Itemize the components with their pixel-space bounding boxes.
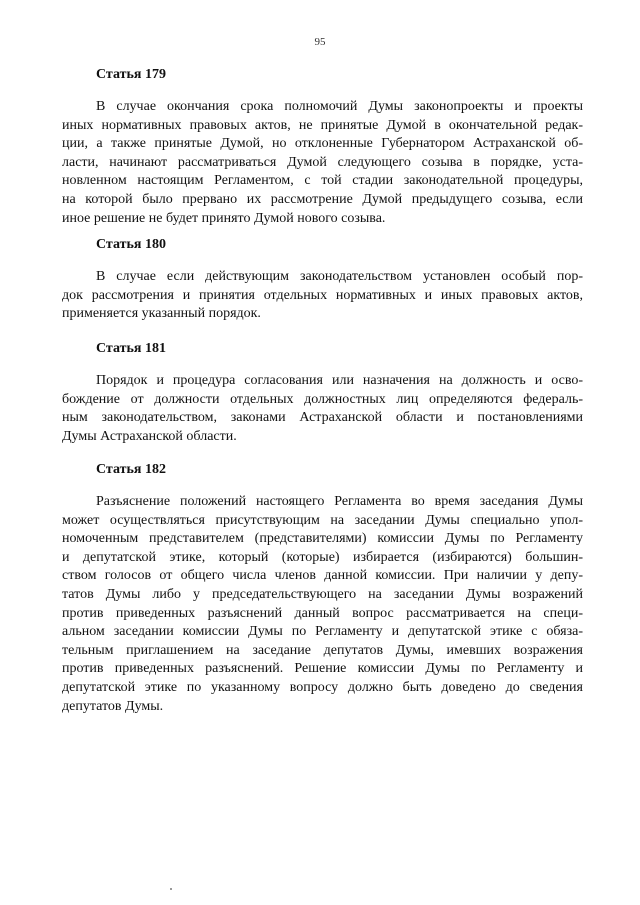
text-line: ции, а также принятые Думой, но отклоненные Губернатором Астраханской об- — [62, 136, 583, 152]
text-line: и депутатской этике, который (которые) избирается (избираются) большин- — [62, 549, 583, 565]
text-line: ством голосов от общего числа членов данной комиссии. При наличии у депу- — [62, 568, 583, 584]
text-line: В случае окончания срока полномочий Думы законопроекты и проекты — [96, 99, 583, 114]
text-line: новленном настоящим Регламентом, с той стадии законодательной процедуры, — [62, 173, 583, 189]
text-line: Порядок и процедура согласования или назначения на должность и осво- — [96, 373, 583, 388]
text-line: Разъяснение положений настоящего Регламента во время заседания Думы — [96, 494, 583, 509]
page-number: 95 — [314, 36, 326, 48]
article-179 — [62, 66, 583, 228]
article-heading: Статья 182 — [96, 462, 166, 477]
text-line: В случае если действующим законодательством установлен особый пор- — [96, 269, 583, 284]
text-line: ласти, начинают рассматриваться Думой следующего созыва в порядке, уста- — [62, 154, 583, 170]
article-text — [62, 372, 583, 446]
text-line: депутатов Думы. — [62, 698, 164, 714]
text-line: Думы Астраханской области. — [62, 428, 237, 444]
article-text — [62, 98, 583, 228]
text-line: против приведенных разъяснений. Решение комиссии Думы по Регламенту и — [62, 661, 583, 677]
text-line: ным законодательством, законами Астраханской области и постановлениями — [62, 410, 583, 426]
article-heading: Статья 180 — [96, 237, 166, 252]
article-heading: Статья 181 — [96, 341, 166, 356]
text-line: против приведенных разъяснений данный вопрос рассматривается на специ- — [62, 605, 583, 621]
text-line: альном заседании комиссии Думы по Регламенту и депутатской этике с обяза- — [62, 624, 583, 640]
text-line: депутатской этике по указанному вопросу должно быть доведено до сведения — [62, 679, 583, 695]
scan-artifact — [170, 888, 172, 890]
text-line: иных нормативных правовых актов, не принятые Думой в окончательной редак- — [62, 117, 583, 133]
article-181 — [62, 340, 583, 446]
text-line: иное решение не будет принято Думой нового созыва. — [62, 210, 386, 226]
text-line: док рассмотрения и принятия отдельных нормативных и иных правовых актов, — [62, 287, 583, 303]
text-line: номоченным представителем (представителями) комиссии Думы по Регламенту — [62, 531, 583, 547]
text-line: тельным приглашением на заседание депутатов Думы, имевших возражения — [62, 642, 583, 658]
article-180 — [62, 236, 583, 324]
text-line: на которой было прервано их рассмотрение Думой предыдущего созыва, если — [62, 191, 583, 207]
article-182 — [62, 461, 583, 716]
text-line: татов Думы либо у председательствующего на заседании Думы возражений — [62, 586, 583, 602]
text-line: может осуществляться присутствующим на заседании Думы специально упол- — [62, 512, 583, 528]
article-text — [62, 268, 583, 324]
text-line: бождение от должности отдельных должностных лиц определяются федераль- — [62, 391, 583, 407]
article-text — [62, 493, 583, 716]
text-line: применяется указанный порядок. — [62, 306, 261, 322]
article-heading: Статья 179 — [96, 67, 166, 82]
